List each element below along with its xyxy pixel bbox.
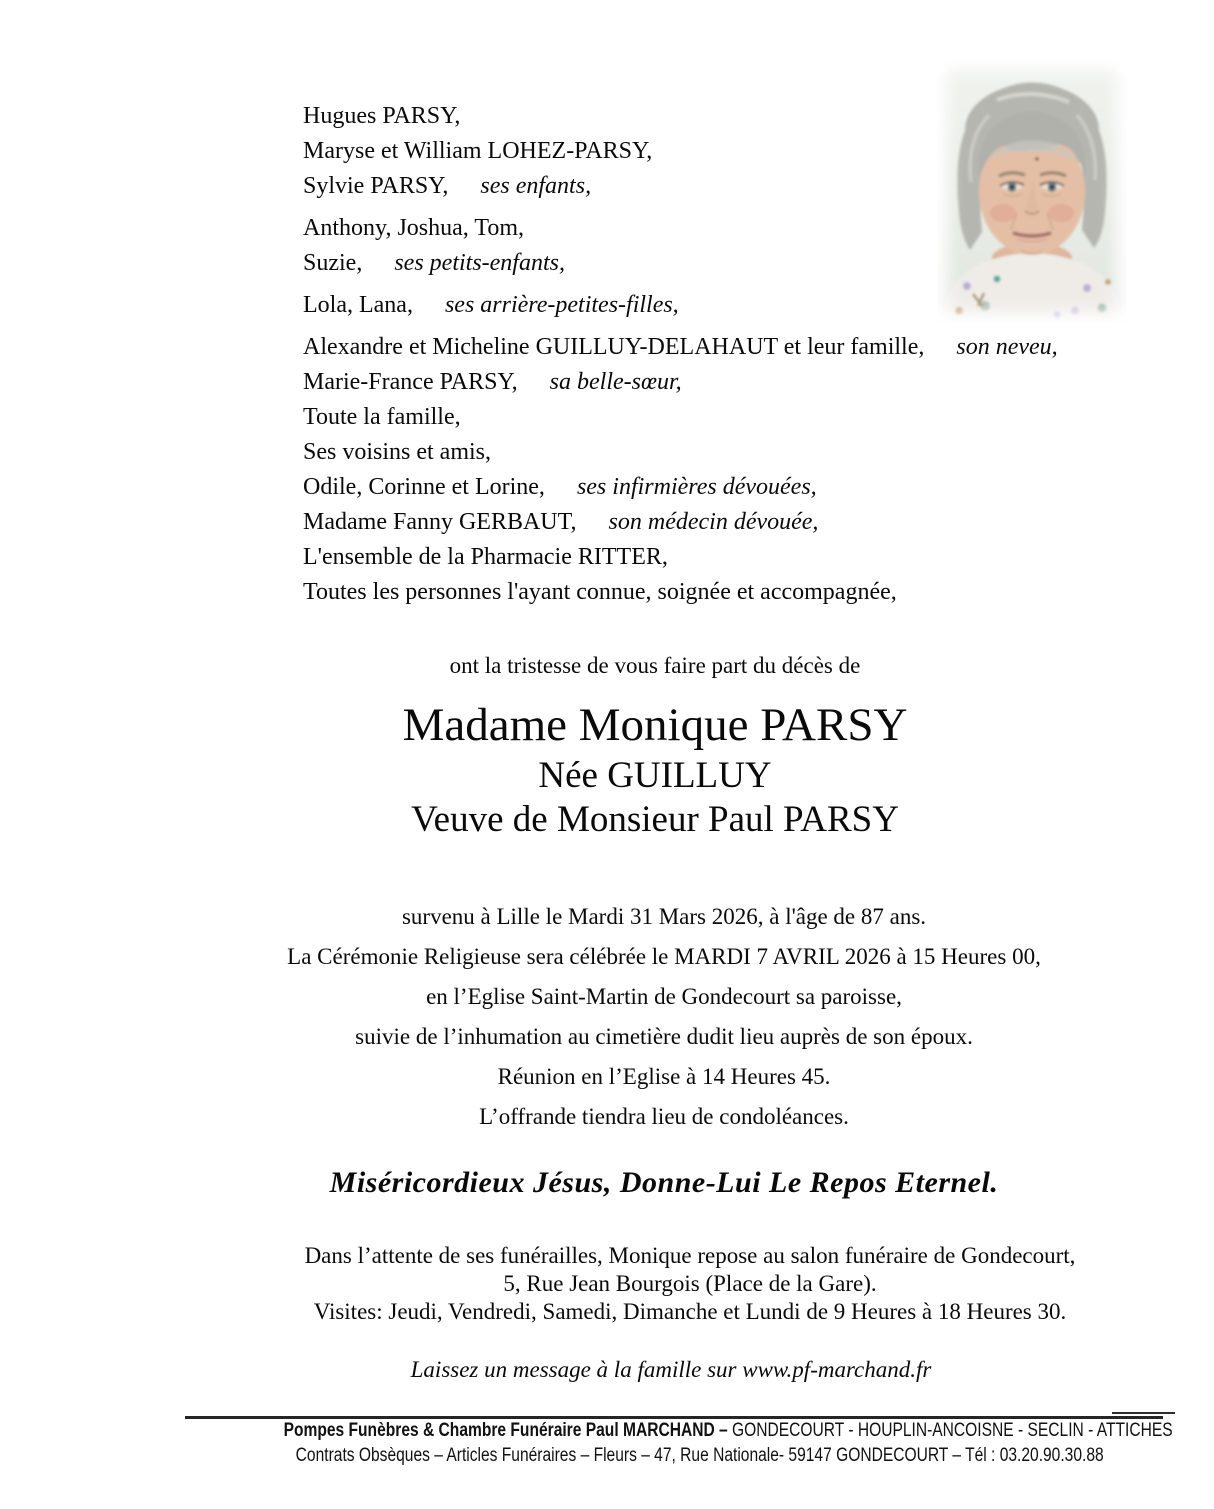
funeral-home-footer bbox=[186, 1418, 1214, 1468]
ceremony-line: en l’Eglise Saint-Martin de Gondecourt sa paroisse, bbox=[426, 984, 902, 1009]
guestbook-url: www.pf-marchand.fr bbox=[742, 1357, 932, 1382]
family-names: Odile, Corinne et Lorine, bbox=[303, 474, 545, 500]
family-relation: son neveu, bbox=[956, 334, 1058, 360]
family-names: Maryse et William LOHEZ-PARSY, bbox=[303, 138, 653, 164]
repose-line: 5, Rue Jean Bourgois (Place de la Gare). bbox=[503, 1271, 877, 1296]
family-relation: ses petits-enfants, bbox=[394, 250, 565, 276]
family-names: Anthony, Joshua, Tom, bbox=[303, 215, 524, 241]
family-line bbox=[303, 505, 1058, 540]
family-names: Madame Fanny GERBAUT, bbox=[303, 509, 577, 535]
funeral-home-details-text: Contrats Obsèques – Articles Funéraires – Fleurs – 47, Rue Nationale- 59147 GONDECOURT – Tél : 03.20.90.30.88 bbox=[295, 1445, 1104, 1466]
family-names: Lola, Lana, bbox=[303, 292, 413, 318]
family-line bbox=[303, 99, 1058, 134]
family-relation: son médecin dévouée, bbox=[608, 509, 819, 535]
family-names: Toutes les personnes l'ayant connue, soignée et accompagnée, bbox=[303, 579, 897, 605]
family-names: Marie-France PARSY, bbox=[303, 369, 518, 395]
family-line bbox=[303, 540, 1058, 575]
family-names: Hugues PARSY, bbox=[303, 103, 461, 129]
funeral-home-name: Pompes Funèbres & Chambre Funéraire Paul MARCHAND – bbox=[283, 1420, 733, 1441]
family-relation: ses infirmières dévouées, bbox=[576, 474, 817, 500]
ceremony-line: suivie de l’inhumation au cimetière dudit lieu auprès de son époux. bbox=[355, 1024, 973, 1049]
family-line bbox=[303, 575, 1058, 610]
family-line bbox=[303, 330, 1058, 365]
family-list bbox=[303, 99, 1058, 610]
family-line bbox=[303, 246, 1058, 281]
family-names: Suzie, bbox=[303, 250, 363, 276]
family-line bbox=[303, 470, 1058, 505]
repose-line: Visites: Jeudi, Vendredi, Samedi, Dimanche et Lundi de 9 Heures à 18 Heures 30. bbox=[313, 1299, 1067, 1324]
family-line bbox=[303, 365, 1058, 400]
family-line bbox=[303, 435, 1058, 470]
guestbook-text: Laissez un message à la famille sur bbox=[410, 1357, 743, 1382]
prayer-line: Miséricordieux Jésus, Donne-Lui Le Repos Eternel. bbox=[329, 1166, 999, 1199]
deceased-name: Madame Monique PARSY bbox=[402, 699, 908, 751]
funeral-home-details bbox=[186, 1443, 1214, 1468]
family-relation: ses arrière-petites-filles, bbox=[444, 292, 679, 318]
funeral-home-locations: GONDECOURT - HOUPLIN-ANCOISNE - SECLIN - ATTICHES bbox=[732, 1420, 1173, 1441]
family-line bbox=[303, 169, 1058, 204]
guestbook-message bbox=[128, 1356, 1214, 1384]
family-names: Toute la famille, bbox=[303, 404, 461, 430]
widow-line: Veuve de Monsieur Paul PARSY bbox=[411, 799, 899, 840]
announcement-intro: ont la tristesse de vous faire part du décès de bbox=[449, 653, 861, 678]
ceremony-line: La Cérémonie Religieuse sera célébrée le MARDI 7 AVRIL 2026 à 15 Heures 00, bbox=[287, 944, 1041, 969]
family-relation: sa belle-sœur, bbox=[549, 369, 682, 395]
repose-line: Dans l’attente de ses funérailles, Monique repose au salon funéraire de Gondecourt, bbox=[304, 1243, 1076, 1268]
repose-details bbox=[166, 1242, 1214, 1326]
ceremony-line: Réunion en l’Eglise à 14 Heures 45. bbox=[497, 1064, 831, 1089]
footer-divider-accent bbox=[1112, 1412, 1175, 1414]
ceremony-line: survenu à Lille le Mardi 31 Mars 2026, à l'âge de 87 ans. bbox=[401, 904, 927, 929]
family-names: Sylvie PARSY, bbox=[303, 173, 449, 199]
family-names: Ses voisins et amis, bbox=[303, 439, 492, 465]
family-names: L'ensemble de la Pharmacie RITTER, bbox=[303, 544, 668, 570]
maiden-name: Née GUILLUY bbox=[538, 755, 772, 796]
ceremony-details bbox=[114, 897, 1214, 1137]
ceremony-line: L’offrande tiendra lieu de condoléances. bbox=[479, 1104, 849, 1129]
family-line bbox=[303, 211, 1058, 246]
family-names: Alexandre et Micheline GUILLUY-DELAHAUT et leur famille, bbox=[303, 334, 925, 360]
family-line bbox=[303, 400, 1058, 435]
family-line bbox=[303, 134, 1058, 169]
family-relation: ses enfants, bbox=[480, 173, 592, 199]
family-line bbox=[303, 288, 1058, 323]
funeral-home-line bbox=[186, 1418, 1214, 1443]
